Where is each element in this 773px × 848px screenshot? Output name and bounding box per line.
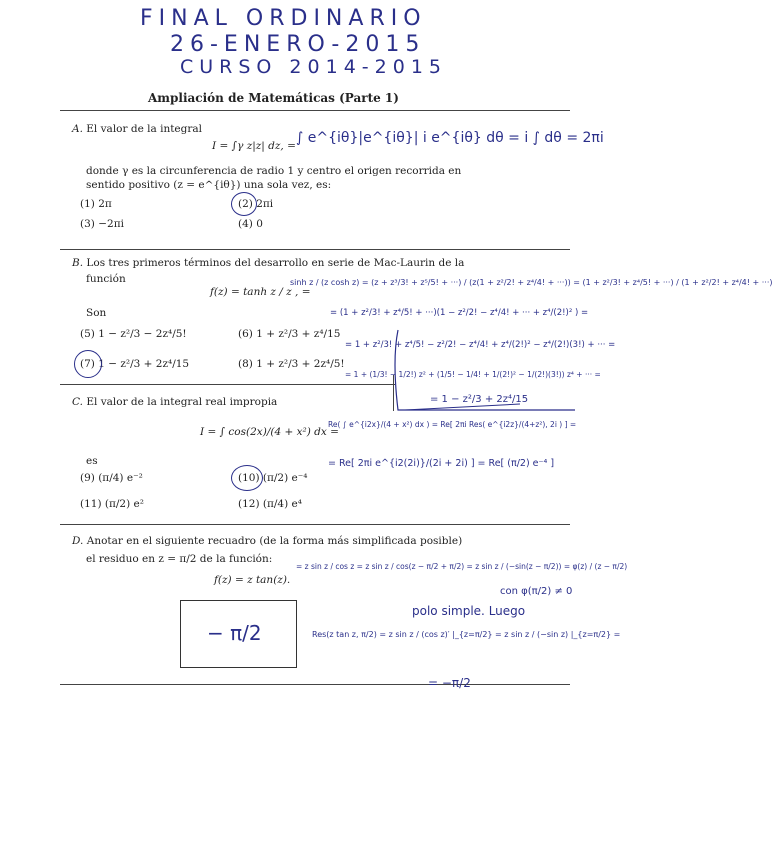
option-1: (1) 2π — [80, 198, 112, 210]
question-b-handwork-1: sinh z / (z cosh z) = (z + z³/3! + z⁵/5! + ···) / (z(1 + z²/2! + z⁴/4! + ···)) = (1 + z²/3! + z⁴/5! + ···) / (1 + z²/2! + z⁴/4! + ···) — [290, 278, 773, 287]
question-c-label: C. — [72, 396, 83, 408]
question-d-handwork-4: Res(z tan z, π/2) = z sin z / (cos z)′ |_{z=π/2} = z sin z / (−sin z) |_{z=π/2} = — [312, 630, 621, 639]
option-4: (4) 0 — [238, 218, 263, 230]
question-d-handwork-5: = −π/2 — [428, 676, 471, 690]
question-d-text-2: el residuo en z = π/2 de la función: — [86, 553, 273, 565]
question-b-handwork-3: = 1 + z²/3! + z⁴/5! − z²/2! − z⁴/4! + z⁴/(2!)² − z⁴/(2!)(3!) + ··· = — [345, 340, 616, 350]
option-11: (11) (π/2) e² — [80, 498, 144, 510]
question-b-label: B. — [72, 257, 84, 269]
question-a-text: El valor de la integral — [86, 123, 202, 135]
option-9: (9) (π/4) e⁻² — [80, 472, 143, 484]
question-d-label: D. — [72, 535, 84, 547]
question-b-handwork-4: = 1 + (1/3! − 1/2!) z² + (1/5! − 1/4! + 1/(2!)² − 1/(2!)(3!)) z⁴ + ··· = — [345, 370, 601, 379]
question-d-handwork-3: polo simple. Luego — [412, 604, 526, 618]
question-d-handwork-1: = z sin z / cos z = z sin z / cos(z − π/2 + π/2) = z sin z / (−sin(z − π/2)) = φ(z) / (z − π/2) — [296, 562, 628, 571]
option-7: (7) 1 − z²/3 + 2z⁴/15 — [80, 358, 190, 370]
question-a-text-3: sentido positivo (z = e^{iθ}) una sola vez, es: — [86, 179, 332, 191]
bracket-stroke-b — [395, 330, 575, 410]
page-title: Ampliación de Matemáticas (Parte 1) — [148, 91, 399, 105]
question-d-handwork-2: con φ(π/2) ≠ 0 — [500, 586, 573, 597]
question-c-handwork-2: = Re[ 2πi e^{i2(2i)}/(2i + 2i) ] = Re[ (π/2) e⁻⁴ ] — [328, 458, 555, 469]
header-line-1: FINAL ORDINARIO — [140, 6, 427, 31]
option-8: (8) 1 + z²/3 + 2z⁴/5! — [238, 358, 345, 370]
option-12: (12) (π/4) e⁴ — [238, 498, 302, 510]
underline-stroke-b — [405, 404, 520, 410]
header-line-2: 26-ENERO-2015 — [170, 32, 426, 57]
question-a-handwork: ∫ e^{iθ}|e^{iθ}| i e^{iθ} dθ = i ∫ dθ = 2πi — [296, 130, 604, 146]
question-a-integral: I = ∫γ z|z| dz, = — [212, 140, 296, 152]
question-a-label: A. — [72, 123, 83, 135]
option-5: (5) 1 − z²/3 − 2z⁴/5! — [80, 328, 187, 340]
question-a-text-2: donde γ es la circunferencia de radio 1 y centro el origen recorrida en — [86, 165, 462, 177]
answer-value: − π/2 — [207, 621, 262, 645]
question-c-es: es — [86, 455, 98, 467]
question-d-text: Anotar en el siguiente recuadro (de la forma más simplificada posible) — [86, 535, 463, 547]
question-b-son: Son — [86, 307, 107, 319]
header-line-3: CURSO 2014-2015 — [180, 56, 447, 78]
question-b-handwork-2: = (1 + z²/3! + z⁴/5! + ···)(1 − z²/2! − z⁴/4! + ··· + z⁴/(2!)² ) = — [330, 308, 589, 318]
question-c-handwork-1: Re( ∫ e^{i2x}/(4 + x²) dx ) = Re[ 2πi Res( e^{i2z}/(4+z²), 2i ) ] = — [328, 420, 577, 429]
question-b-text: Los tres primeros términos del desarrollo en serie de Mac-Laurin de la — [86, 257, 465, 269]
option-2: (2) 2πi — [238, 198, 274, 210]
option-3: (3) −2πi — [80, 218, 124, 230]
question-b-formula: f(z) = tanh z / z , = — [210, 286, 311, 298]
question-b-text-2: función — [86, 273, 126, 285]
question-b-handwork-5: = 1 − z²/3 + 2z⁴/15 — [430, 394, 529, 405]
option-10: (10) (π/2) e⁻⁴ — [238, 472, 308, 484]
question-d-formula: f(z) = z tan(z). — [214, 574, 291, 586]
option-6: (6) 1 + z²/3 + z⁴/15 — [238, 328, 341, 340]
question-c-integral: I = ∫ cos(2x)/(4 + x²) dx = — [200, 426, 339, 438]
question-c-text: El valor de la integral real impropia — [86, 396, 278, 408]
